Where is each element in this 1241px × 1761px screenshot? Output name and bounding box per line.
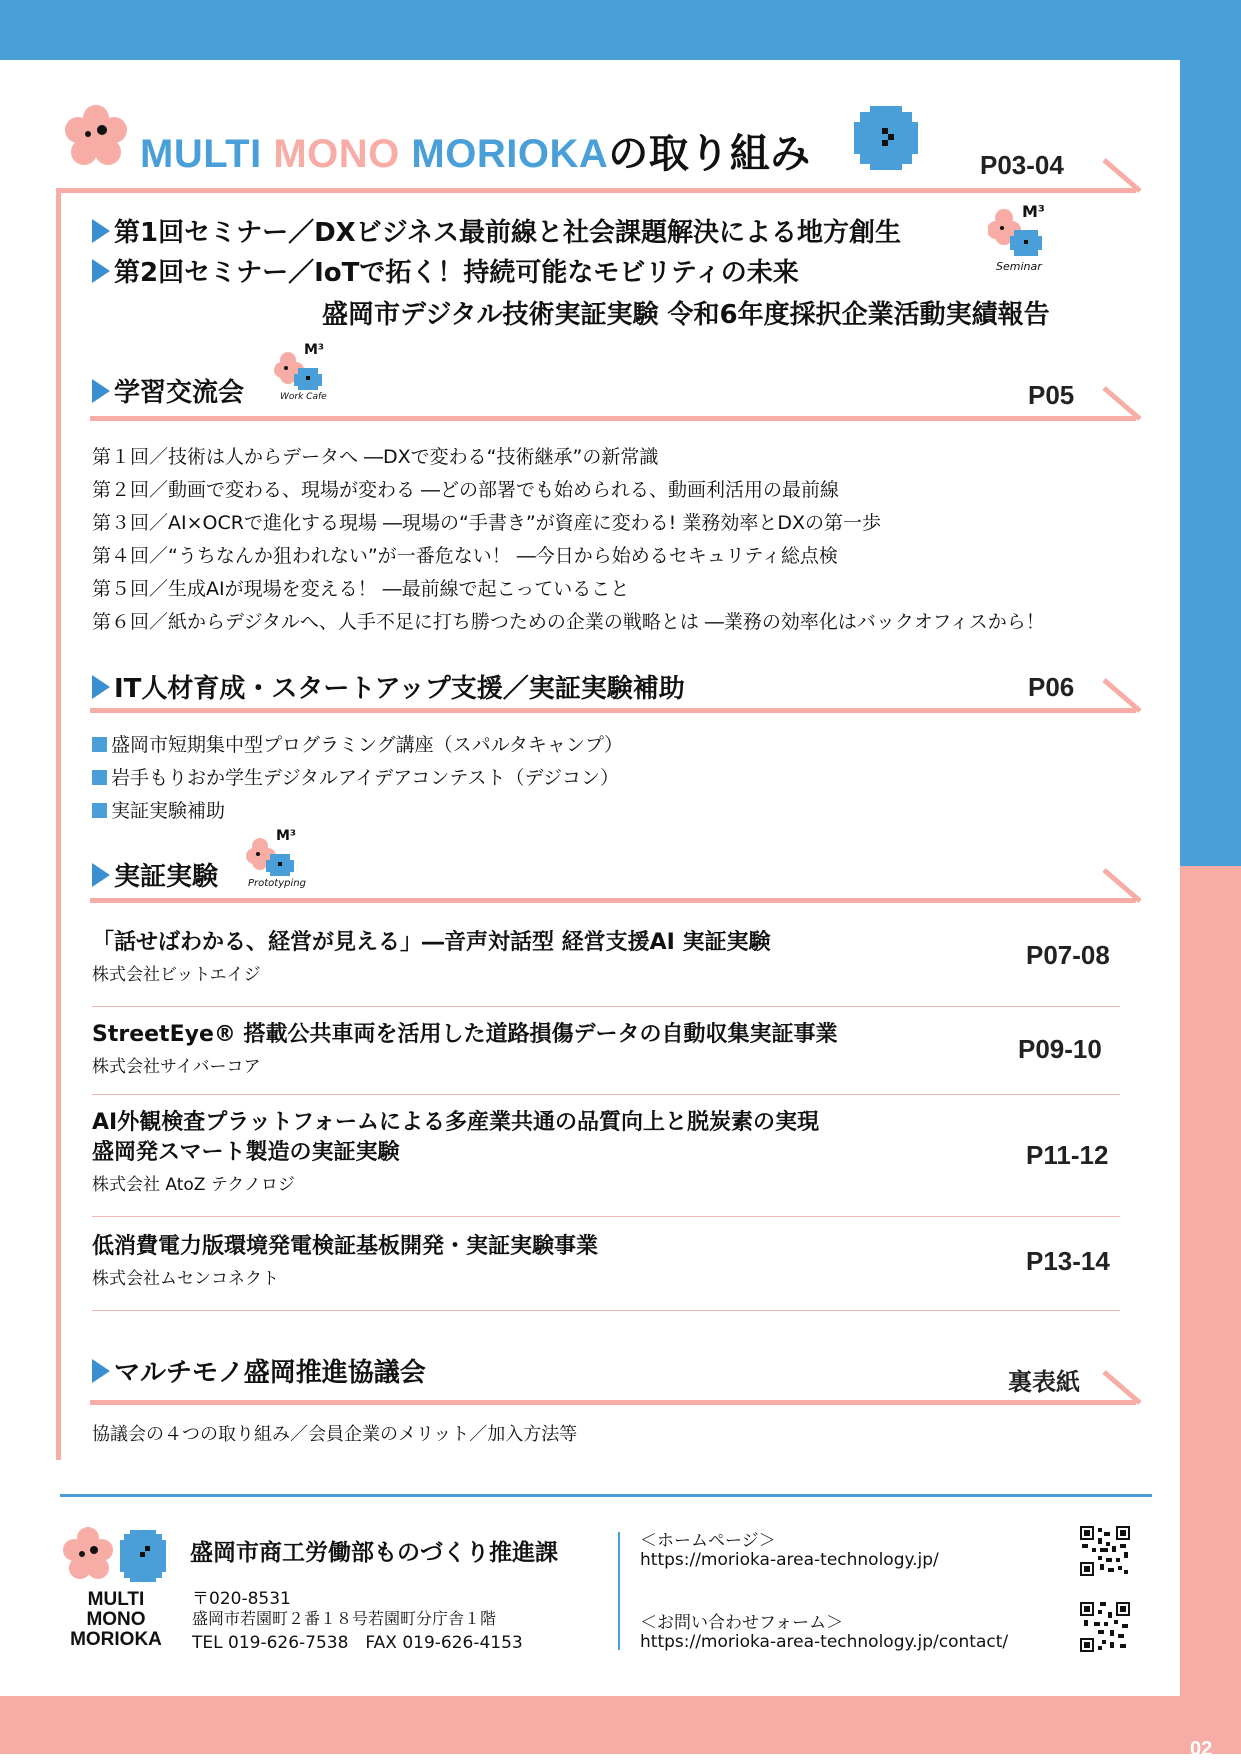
project-title: 低消費電力版環境発電検証基板開発・実証実験事業 <box>92 1234 599 1259</box>
contact-label: ＜お問い合わせフォーム＞ <box>640 1613 844 1633</box>
study-heading: 学習交流会 <box>92 372 244 409</box>
demo-heading: 実証実験 <box>92 856 218 893</box>
study-item-6: 第６回／紙からデジタルへ、人手不足に打ち勝つための企業の戦略とは ―業務の効率化はバックオフィスから！ <box>92 611 1045 633</box>
line-hook-icon <box>1100 866 1144 906</box>
postal-code: 〒020-8531 <box>192 1589 291 1609</box>
divider <box>92 1094 1120 1095</box>
page-title <box>140 122 811 179</box>
page-ref-p05: P05 <box>1028 380 1075 410</box>
section-line <box>56 188 1136 193</box>
line-hook-icon <box>1100 676 1144 716</box>
section-line <box>90 1400 1136 1405</box>
study-item-1: 第１回／技術は人からデータへ ―DXで変わる“技術継承”の新常識 <box>92 446 659 468</box>
it-item-2: 岩手もりおか学生デジタルアイデアコンテスト（デジコン） <box>92 763 619 790</box>
page-number: 02 <box>1190 1738 1213 1760</box>
logo-line-1: MULTI <box>87 1589 145 1610</box>
footer-divider <box>618 1532 620 1650</box>
contact-link[interactable]: https://morioka-area-technology.jp/contact/ <box>640 1632 1009 1652</box>
seminar-badge <box>988 202 1052 276</box>
title-mono: MONO <box>273 132 400 176</box>
council-desc: 協議会の４つの取り組み／会員企業のメリット／加入方法等 <box>92 1424 578 1445</box>
council-heading: マルチモノ盛岡推進協議会 <box>92 1352 426 1389</box>
study-item-5: 第５回／生成AIが現場を変える！ ―最前線で起こっていること <box>92 578 630 600</box>
seminar-item-1: 第1回セミナー／DXビジネス最前線と社会課題解決による地方創生 <box>92 212 901 249</box>
logo-line-2: MONO <box>86 1609 146 1630</box>
badge-caption: Prototyping <box>248 878 306 889</box>
square-bullet-icon <box>92 803 107 818</box>
badge-caption: Work Cafe <box>280 392 327 402</box>
page-ref-p07: P07-08 <box>1026 940 1110 970</box>
title-morioka: MORIOKA <box>411 132 609 176</box>
pink-flower-icon <box>64 104 128 168</box>
homepage-qr-icon[interactable] <box>1080 1526 1130 1576</box>
project-company: 株式会社サイバーコア <box>92 1057 261 1077</box>
arrow-icon <box>92 379 110 403</box>
project-3 <box>92 1108 819 1195</box>
section-line <box>90 898 1136 903</box>
project-company: 株式会社ビットエイジ <box>92 965 261 985</box>
section-line <box>90 416 1136 421</box>
page-ref-back-cover: 裏表紙 <box>1008 1369 1080 1396</box>
m3-label: M³ <box>1022 202 1045 221</box>
study-item-2: 第２回／動画で変わる、現場が変わる ―どの部署でも始められる、動画利活用の最前線 <box>92 479 840 501</box>
right-band-pink <box>1180 866 1241 1754</box>
section-line <box>90 708 1136 713</box>
it-heading: IT人材育成・スタートアップ支援／実証実験補助 <box>92 668 685 705</box>
arrow-icon <box>92 219 110 243</box>
contact-qr-icon[interactable] <box>1080 1602 1130 1652</box>
page-ref-p03: P03-04 <box>980 150 1064 180</box>
arrow-icon <box>92 675 110 699</box>
bottom-band <box>0 1696 1241 1754</box>
homepage-link[interactable]: https://morioka-area-technology.jp/ <box>640 1550 939 1570</box>
line-hook-icon <box>1100 384 1144 424</box>
top-band <box>0 0 1241 60</box>
page-ref-p06: P06 <box>1028 672 1075 702</box>
footer-logo <box>60 1526 180 1650</box>
m3-label: M³ <box>276 828 297 844</box>
divider <box>92 1006 1120 1007</box>
right-band-blue <box>1180 0 1241 866</box>
title-suffix: の取り組み <box>608 132 811 176</box>
homepage-label: ＜ホームページ＞ <box>640 1531 776 1551</box>
project-title: AI外観検査プラットフォームによる多産業共通の品質向上と脱炭素の実現 <box>92 1110 820 1135</box>
study-item-3: 第３回／AI×OCRで進化する現場 ―現場の“手書き”が資産に変わる! 業務効率とDXの第一歩 <box>92 512 881 534</box>
line-hook-icon <box>1100 1368 1144 1408</box>
study-item-4: 第４回／“うちなんか狙われない”が一番危ない！ ―今日から始めるセキュリティ総点検 <box>92 545 838 567</box>
logo-line-3: MORIOKA <box>70 1629 162 1650</box>
it-item-1: 盛岡市短期集中型プログラミング講座（スパルタキャンプ） <box>92 730 623 757</box>
seminar-report: 盛岡市デジタル技術実証実験 令和6年度採択企業活動実績報告 <box>322 300 1050 330</box>
page-ref-p09: P09-10 <box>1018 1034 1102 1064</box>
project-2 <box>92 1020 838 1077</box>
arrow-icon <box>92 1359 110 1383</box>
left-bracket <box>56 190 61 1460</box>
address: 盛岡市若園町２番１８号若園町分庁舎１階 <box>192 1609 497 1628</box>
workcafe-badge <box>274 342 334 408</box>
project-company: 株式会社 AtoZ テクノロジ <box>92 1175 295 1195</box>
arrow-icon <box>92 863 110 887</box>
prototyping-badge <box>246 828 310 894</box>
project-title-line2: 盛岡発スマート製造の実証実験 <box>92 1140 400 1165</box>
page-ref-p11: P11-12 <box>1026 1140 1109 1170</box>
project-title: 「話せばわかる、経営が見える」―音声対話型 経営支援AI 実証実験 <box>92 930 771 955</box>
seminar-item-2: 第2回セミナー／IoTで拓く！持続可能なモビリティの未来 <box>92 252 799 289</box>
m3-label: M³ <box>304 342 325 358</box>
multi-mono-morioka-logo-icon <box>60 1526 172 1586</box>
page-ref-p13: P13-14 <box>1026 1246 1110 1276</box>
department-name: 盛岡市商工労働部ものづくり推進課 <box>190 1540 558 1566</box>
footer-line <box>60 1494 1152 1497</box>
arrow-icon <box>92 259 110 283</box>
project-title: StreetEye® 搭載公共車両を活用した道路損傷データの自動収集実証事業 <box>92 1022 838 1047</box>
divider <box>92 1216 1120 1217</box>
project-1 <box>92 928 771 985</box>
badge-caption: Seminar <box>996 260 1042 273</box>
blue-pixel-flower-icon <box>852 104 920 172</box>
divider <box>92 1310 1120 1311</box>
project-company: 株式会社ムセンコネクト <box>92 1269 279 1289</box>
it-item-3: 実証実験補助 <box>92 796 225 823</box>
title-multi: MULTI <box>140 132 262 176</box>
square-bullet-icon <box>92 737 107 752</box>
square-bullet-icon <box>92 770 107 785</box>
line-hook-icon <box>1100 156 1144 196</box>
project-4 <box>92 1232 598 1289</box>
phone-fax: TEL 019-626-7538 FAX 019-626-4153 <box>192 1633 523 1653</box>
